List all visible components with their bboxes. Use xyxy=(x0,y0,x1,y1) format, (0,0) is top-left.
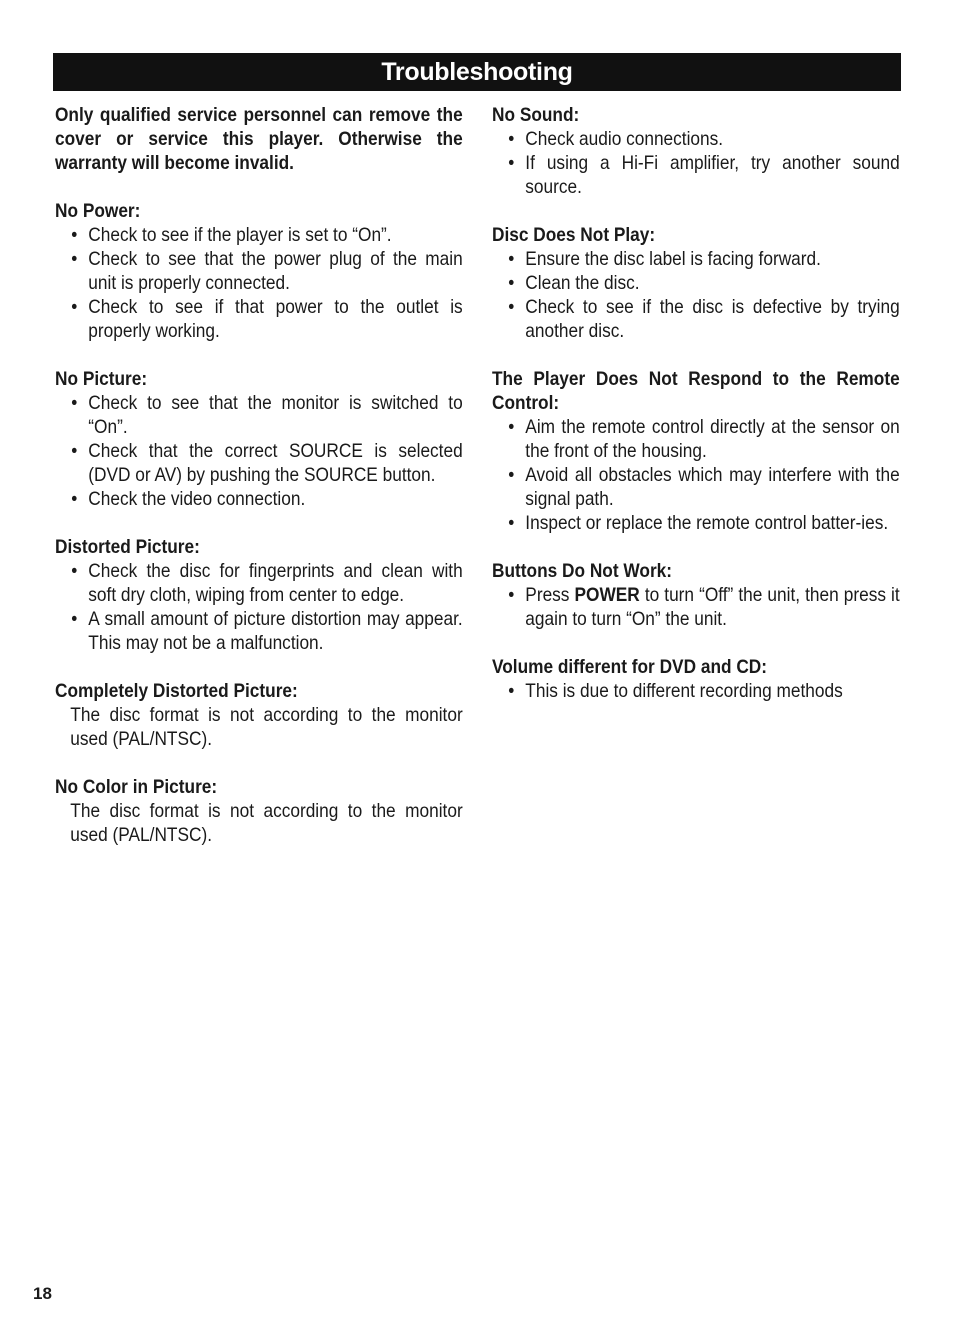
list-item: • Aim the remote control directly at the sensor on the front of the housing. xyxy=(492,416,900,464)
page-number: 18 xyxy=(33,1284,52,1303)
section-completely-distorted xyxy=(55,680,463,752)
list-item: • Avoid all obstacles which may interfere with the signal path. xyxy=(492,464,900,512)
list-item: • This is due to different recording methods xyxy=(492,680,900,704)
bullet-list xyxy=(492,416,900,536)
section-heading: Disc Does Not Play: xyxy=(492,225,656,246)
section-heading: No Color in Picture: xyxy=(55,777,218,798)
section-no-picture xyxy=(55,368,463,512)
right-column xyxy=(492,104,900,728)
section-heading: Buttons Do Not Work: xyxy=(492,561,673,582)
section-heading: The Player Does Not Respond to the Remote Control: xyxy=(492,369,900,414)
section-no-sound xyxy=(492,104,900,200)
bullet-list xyxy=(55,392,463,512)
section-heading: Distorted Picture: xyxy=(55,537,200,558)
list-item: • Check the disc for fingerprints and clean with soft dry cloth, wiping from center to edge. xyxy=(55,560,463,608)
section-volume xyxy=(492,656,900,704)
left-column xyxy=(55,104,463,872)
item-text: Press xyxy=(525,585,570,606)
list-item: • Check to see if the player is set to “On”. xyxy=(55,224,463,248)
bullet-list xyxy=(492,584,900,632)
section-text: The disc format is not according to the monitor used (PAL/NTSC). xyxy=(70,801,463,846)
power-keyword: POWER xyxy=(574,585,640,606)
list-item: • Check the video connection. xyxy=(55,488,463,512)
bullet-list xyxy=(492,680,900,704)
section-heading: No Picture: xyxy=(55,369,148,390)
section-remote-control xyxy=(492,368,900,536)
title-bar xyxy=(53,53,901,91)
list-item: • Check to see if the disc is defective by trying another disc. xyxy=(492,296,900,344)
section-heading: No Sound: xyxy=(492,105,580,126)
section-text: The disc format is not according to the monitor used (PAL/NTSC). xyxy=(70,705,463,750)
list-item: • Check audio connections. xyxy=(492,128,900,152)
list-item: • Check to see that the power plug of the main unit is properly connected. xyxy=(55,248,463,296)
page-title: Troubleshooting xyxy=(381,57,573,86)
bullet-list xyxy=(492,128,900,200)
list-item: • If using a Hi-Fi amplifier, try another sound source. xyxy=(492,152,900,200)
section-heading: Volume different for DVD and CD: xyxy=(492,657,768,678)
list-item: • A small amount of picture distortion may appear. This may not be a malfunction. xyxy=(55,608,463,656)
bullet-list xyxy=(55,224,463,344)
section-heading: Completely Distorted Picture: xyxy=(55,681,298,702)
section-distorted-picture xyxy=(55,536,463,656)
warranty-warning: Only qualified service personnel can remove the cover or service this player. Otherwise the warranty will become invalid. xyxy=(55,105,463,174)
list-item xyxy=(492,584,900,632)
section-no-color xyxy=(55,776,463,848)
section-buttons xyxy=(492,560,900,632)
bullet-list xyxy=(55,560,463,656)
item-text: to turn “Off” the unit, then press it again to turn “On” the unit. xyxy=(525,585,900,630)
section-heading: No Power: xyxy=(55,201,141,222)
list-item: • Check to see if that power to the outlet is properly working. xyxy=(55,296,463,344)
list-item: • Check to see that the monitor is switched to “On”. xyxy=(55,392,463,440)
list-item: • Inspect or replace the remote control batter-ies. xyxy=(492,512,900,536)
section-no-power xyxy=(55,200,463,344)
list-item: • Clean the disc. xyxy=(492,272,900,296)
bullet-list xyxy=(492,248,900,344)
section-disc-not-play xyxy=(492,224,900,344)
list-item: • Ensure the disc label is facing forward. xyxy=(492,248,900,272)
list-item: • Check that the correct SOURCE is selected (DVD or AV) by pushing the SOURCE button. xyxy=(55,440,463,488)
